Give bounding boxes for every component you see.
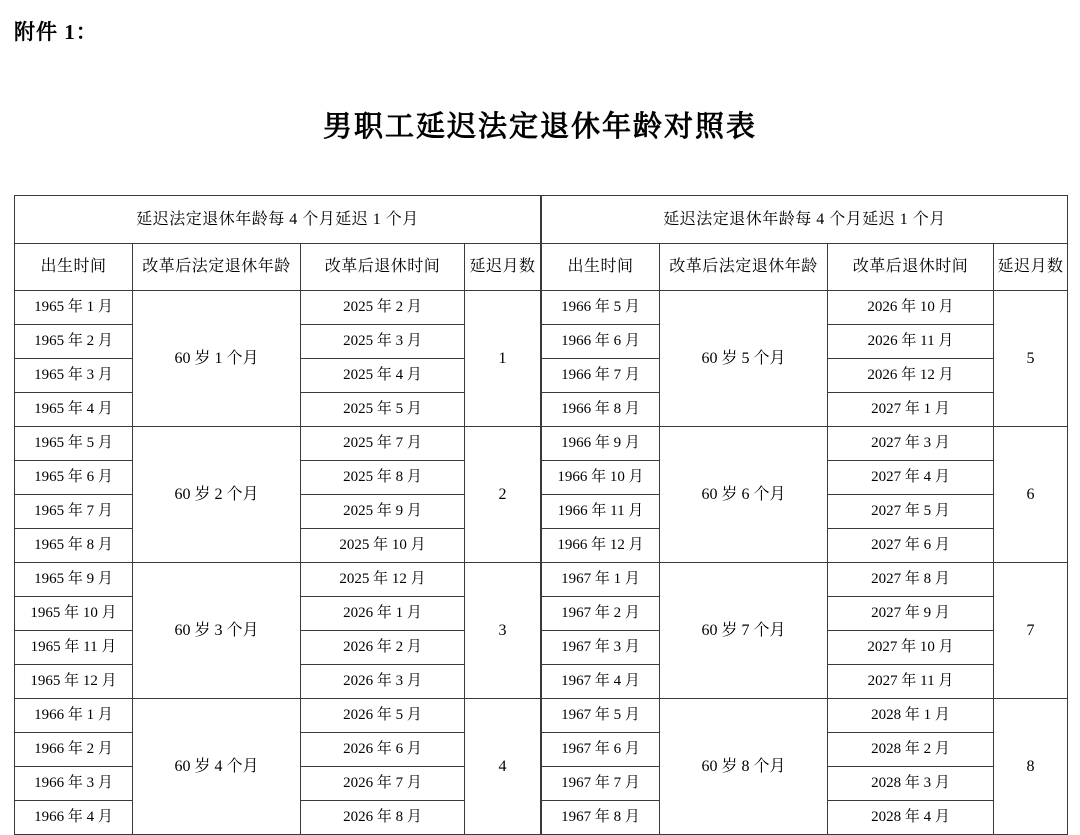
cell-birth-time: 1965 年 6 月 <box>15 461 133 495</box>
cell-birth-time: 1965 年 3 月 <box>15 359 133 393</box>
cell-delay-months: 4 <box>465 699 541 835</box>
cell-retirement-age: 60 岁 7 个月 <box>660 563 828 699</box>
cell-retirement-time: 2027 年 1 月 <box>828 393 994 427</box>
cell-retirement-time: 2027 年 3 月 <box>828 427 994 461</box>
cell-delay-months: 2 <box>465 427 541 563</box>
cell-birth-time: 1966 年 10 月 <box>542 461 660 495</box>
cell-birth-time: 1965 年 10 月 <box>15 597 133 631</box>
cell-retirement-time: 2026 年 12 月 <box>828 359 994 393</box>
cell-birth-time: 1967 年 4 月 <box>542 665 660 699</box>
attachment-label: 附件 1： <box>14 20 98 44</box>
cell-retirement-time: 2027 年 4 月 <box>828 461 994 495</box>
page-title: 男职工延迟法定退休年龄对照表 <box>322 111 757 143</box>
table-row <box>15 563 541 597</box>
cell-birth-time: 1967 年 7 月 <box>542 767 660 801</box>
comparison-tables <box>14 195 1066 835</box>
column-header: 改革后法定退休年龄 <box>133 244 301 291</box>
cell-birth-time: 1965 年 11 月 <box>15 631 133 665</box>
cell-retirement-time: 2027 年 5 月 <box>828 495 994 529</box>
cell-birth-time: 1967 年 2 月 <box>542 597 660 631</box>
table-band-header-row <box>542 196 1068 244</box>
cell-birth-time: 1965 年 1 月 <box>15 291 133 325</box>
cell-birth-time: 1965 年 8 月 <box>15 529 133 563</box>
cell-retirement-time: 2026 年 3 月 <box>301 665 465 699</box>
cell-retirement-time: 2025 年 5 月 <box>301 393 465 427</box>
cell-birth-time: 1965 年 2 月 <box>15 325 133 359</box>
cell-retirement-time: 2027 年 10 月 <box>828 631 994 665</box>
table-row <box>15 291 541 325</box>
cell-retirement-time: 2025 年 12 月 <box>301 563 465 597</box>
column-header: 改革后退休时间 <box>301 244 465 291</box>
cell-retirement-time: 2025 年 3 月 <box>301 325 465 359</box>
cell-retirement-time: 2025 年 8 月 <box>301 461 465 495</box>
cell-retirement-age: 60 岁 3 个月 <box>133 563 301 699</box>
column-header: 改革后退休时间 <box>828 244 994 291</box>
cell-retirement-time: 2025 年 4 月 <box>301 359 465 393</box>
table-band-header: 延迟法定退休年龄每 4 个月延迟 1 个月 <box>15 196 541 244</box>
cell-delay-months: 3 <box>465 563 541 699</box>
cell-birth-time: 1966 年 1 月 <box>15 699 133 733</box>
column-header: 延迟月数 <box>994 244 1068 291</box>
cell-retirement-time: 2026 年 6 月 <box>301 733 465 767</box>
cell-retirement-time: 2025 年 9 月 <box>301 495 465 529</box>
cell-birth-time: 1965 年 9 月 <box>15 563 133 597</box>
table-row <box>542 699 1068 733</box>
cell-retirement-time: 2028 年 4 月 <box>828 801 994 835</box>
cell-retirement-time: 2028 年 3 月 <box>828 767 994 801</box>
table-band-header-row <box>15 196 541 244</box>
column-header: 出生时间 <box>15 244 133 291</box>
cell-birth-time: 1966 年 9 月 <box>542 427 660 461</box>
cell-birth-time: 1966 年 2 月 <box>15 733 133 767</box>
cell-retirement-time: 2026 年 1 月 <box>301 597 465 631</box>
column-header: 改革后法定退休年龄 <box>660 244 828 291</box>
cell-retirement-age: 60 岁 1 个月 <box>133 291 301 427</box>
cell-delay-months: 1 <box>465 291 541 427</box>
cell-delay-months: 8 <box>994 699 1068 835</box>
cell-retirement-age: 60 岁 4 个月 <box>133 699 301 835</box>
table-left-body <box>15 196 541 835</box>
cell-retirement-time: 2028 年 1 月 <box>828 699 994 733</box>
cell-retirement-age: 60 岁 2 个月 <box>133 427 301 563</box>
cell-birth-time: 1965 年 4 月 <box>15 393 133 427</box>
cell-birth-time: 1967 年 1 月 <box>542 563 660 597</box>
cell-birth-time: 1966 年 6 月 <box>542 325 660 359</box>
cell-delay-months: 7 <box>994 563 1068 699</box>
cell-retirement-time: 2026 年 5 月 <box>301 699 465 733</box>
table-row <box>542 563 1068 597</box>
table-row <box>15 427 541 461</box>
cell-retirement-time: 2026 年 2 月 <box>301 631 465 665</box>
retirement-table-right <box>541 195 1068 835</box>
table-row <box>15 699 541 733</box>
cell-birth-time: 1965 年 12 月 <box>15 665 133 699</box>
cell-retirement-age: 60 岁 6 个月 <box>660 427 828 563</box>
cell-retirement-time: 2025 年 2 月 <box>301 291 465 325</box>
cell-birth-time: 1966 年 4 月 <box>15 801 133 835</box>
column-header: 延迟月数 <box>465 244 541 291</box>
cell-retirement-time: 2028 年 2 月 <box>828 733 994 767</box>
cell-birth-time: 1965 年 7 月 <box>15 495 133 529</box>
retirement-table-left <box>14 195 541 835</box>
cell-retirement-time: 2027 年 9 月 <box>828 597 994 631</box>
cell-retirement-time: 2026 年 7 月 <box>301 767 465 801</box>
cell-birth-time: 1966 年 11 月 <box>542 495 660 529</box>
cell-retirement-time: 2025 年 7 月 <box>301 427 465 461</box>
cell-birth-time: 1967 年 8 月 <box>542 801 660 835</box>
column-header: 出生时间 <box>542 244 660 291</box>
cell-retirement-time: 2027 年 8 月 <box>828 563 994 597</box>
cell-retirement-time: 2026 年 11 月 <box>828 325 994 359</box>
cell-delay-months: 5 <box>994 291 1068 427</box>
cell-retirement-time: 2027 年 6 月 <box>828 529 994 563</box>
cell-birth-time: 1967 年 6 月 <box>542 733 660 767</box>
cell-birth-time: 1967 年 5 月 <box>542 699 660 733</box>
table-row <box>542 427 1068 461</box>
cell-birth-time: 1966 年 8 月 <box>542 393 660 427</box>
cell-birth-time: 1966 年 5 月 <box>542 291 660 325</box>
cell-retirement-time: 2026 年 8 月 <box>301 801 465 835</box>
cell-birth-time: 1966 年 12 月 <box>542 529 660 563</box>
table-column-header-row <box>542 244 1068 291</box>
table-right-body <box>542 196 1068 835</box>
cell-delay-months: 6 <box>994 427 1068 563</box>
table-column-header-row <box>15 244 541 291</box>
cell-birth-time: 1966 年 7 月 <box>542 359 660 393</box>
table-band-header: 延迟法定退休年龄每 4 个月延迟 1 个月 <box>542 196 1068 244</box>
cell-birth-time: 1965 年 5 月 <box>15 427 133 461</box>
cell-retirement-time: 2026 年 10 月 <box>828 291 994 325</box>
cell-birth-time: 1967 年 3 月 <box>542 631 660 665</box>
cell-retirement-time: 2025 年 10 月 <box>301 529 465 563</box>
cell-birth-time: 1966 年 3 月 <box>15 767 133 801</box>
table-row <box>542 291 1068 325</box>
cell-retirement-age: 60 岁 5 个月 <box>660 291 828 427</box>
cell-retirement-time: 2027 年 11 月 <box>828 665 994 699</box>
cell-retirement-age: 60 岁 8 个月 <box>660 699 828 835</box>
